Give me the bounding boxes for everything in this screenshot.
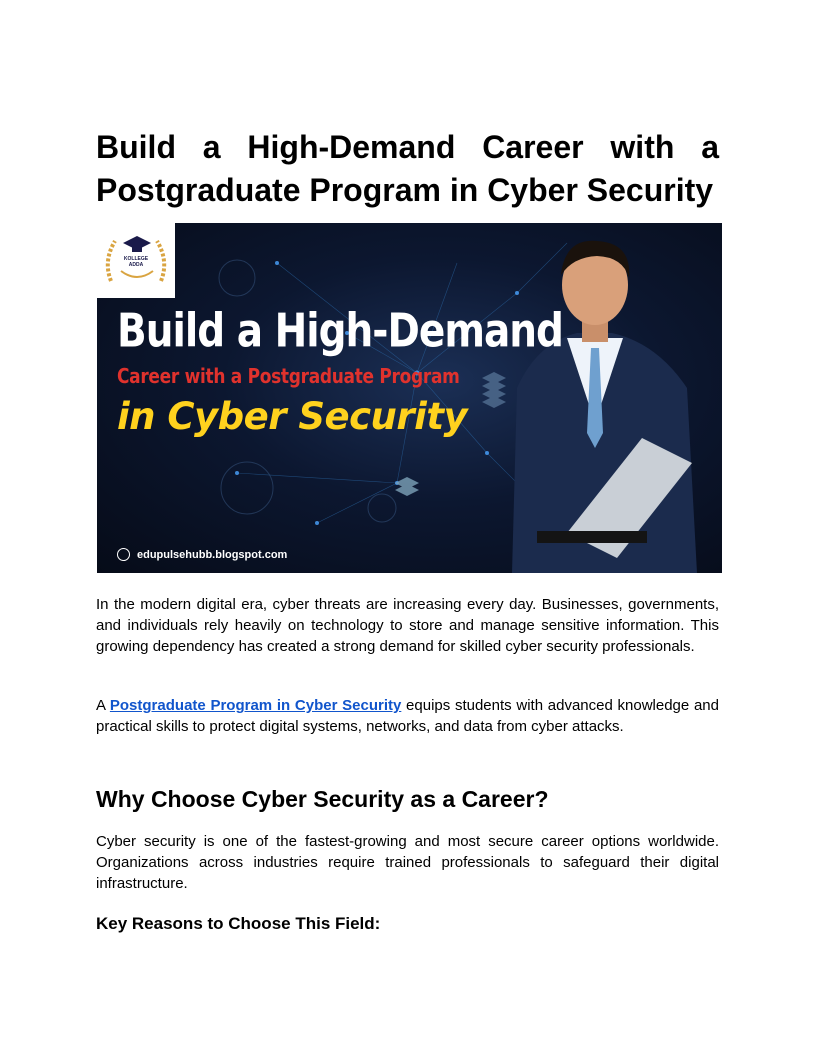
banner-headline-line2: Career with a Postgraduate Program bbox=[117, 365, 460, 389]
paragraph-prefix: A bbox=[96, 697, 110, 714]
banner-website-url: edupulsehubb.blogspot.com bbox=[137, 549, 288, 561]
section-paragraph: Cyber security is one of the fastest-growing and most secure career options worldwide. Organizations across industries require trained professionals to safeguard their digital infrastructure. bbox=[96, 833, 719, 892]
globe-icon bbox=[117, 548, 130, 561]
businessman-illustration bbox=[512, 241, 697, 573]
page-title: Build a High-Demand Career with a Postgraduate Program in Cyber Security bbox=[96, 129, 719, 208]
banner-headline-line1: Build a High-Demand bbox=[117, 305, 563, 359]
section-heading: Why Choose Cyber Security as a Career? bbox=[96, 786, 549, 812]
server-stack-icon bbox=[482, 372, 506, 408]
program-paragraph bbox=[96, 695, 719, 737]
program-link[interactable]: Postgraduate Program in Cyber Security bbox=[109, 697, 402, 714]
logo-text: KOLLEGE ADDA bbox=[123, 256, 149, 268]
intro-paragraph: In the modern digital era, cyber threats are increasing every day. Businesses, governments, and individuals rely heavily on technology to store and manage sensitive information. This growing dependency has created a strong demand for skilled cyber security professionals. bbox=[96, 596, 719, 655]
hero-banner-image bbox=[97, 223, 722, 573]
banner-headline-line3: in Cyber Security bbox=[117, 395, 468, 438]
subheading: Key Reasons to Choose This Field: bbox=[96, 914, 381, 933]
paragraph-suffix: equips students with advanced knowledge and practical skills to protect digital systems, networks, and data from cyber attacks. bbox=[96, 697, 719, 735]
kollege-adda-logo bbox=[97, 223, 175, 298]
